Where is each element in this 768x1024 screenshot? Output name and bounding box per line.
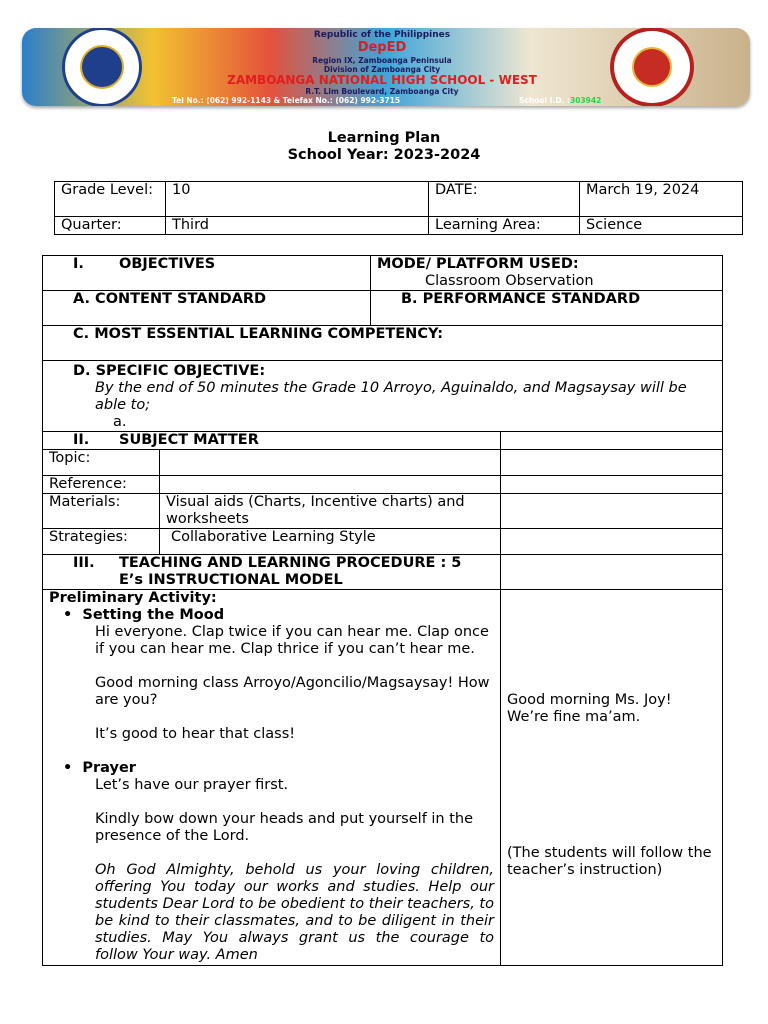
subject-matter-row — [43, 432, 723, 450]
standards-row — [43, 291, 723, 326]
prayer-item: • Prayer — [63, 760, 136, 776]
specific-objective-item: a. — [113, 414, 127, 430]
prayer-label: Prayer — [82, 760, 136, 776]
date-label: DATE: — [429, 182, 580, 217]
procedure-heading — [49, 555, 494, 589]
melc-row — [43, 326, 723, 361]
setting-mood-label: Setting the Mood — [82, 607, 225, 623]
materials-value: Visual aids (Charts, Incentive charts) and worksheets — [160, 494, 501, 529]
mood-text: Hi everyone. Clap twice if you can hear me. Clap once if you can hear me. Clap thrice if you can’t hear me. — [95, 624, 489, 657]
document-title: Learning Plan — [327, 130, 441, 146]
banner-republic: Republic of the Philippines — [313, 30, 451, 40]
good-to-hear-text: It’s good to hear that class! — [95, 726, 296, 742]
bow-response: (The students will follow the teacher’s instruction) — [507, 845, 712, 878]
prayer-first-text: Let’s have our prayer first. — [95, 777, 289, 793]
school-id-value: 303942 — [570, 96, 602, 105]
info-table — [54, 181, 743, 235]
info-row-quarter — [55, 217, 743, 235]
banner-region: Region IX, Zamboanga Peninsula — [312, 56, 452, 65]
greeting-response: Good morning Ms. Joy! We’re fine ma’am. — [507, 692, 672, 725]
topic-label: Topic: — [43, 450, 160, 476]
date-value: March 19, 2024 — [580, 182, 743, 217]
specific-objective-heading: D. SPECIFIC OBJECTIVE: — [73, 363, 266, 379]
reference-row — [43, 476, 723, 494]
subject-matter-number: II. — [73, 432, 90, 448]
learning-plan-table — [42, 255, 723, 966]
specific-objective-text: By the end of 50 minutes the Grade 10 Arroyo, Aguinaldo, and Magsaysay will be able to; — [95, 380, 687, 413]
melc-heading: C. MOST ESSENTIAL LEARNING COMPETENCY: — [73, 326, 443, 342]
greeting-text: Good morning class Arroyo/Agoncilio/Magsaysay! How are you? — [95, 675, 490, 708]
objectives-label: OBJECTIVES — [119, 256, 216, 272]
content-standard: A. CONTENT STANDARD — [73, 291, 267, 307]
grade-label: Grade Level: — [55, 182, 166, 217]
banner-school-id — [519, 96, 609, 105]
banner-address: R.T. Lim Boulevard, Zamboanga City — [305, 87, 459, 96]
procedure-label: TEACHING AND LEARNING PROCEDURE : 5 E’s INSTRUCTIONAL MODEL — [119, 555, 462, 588]
banner-school-name: ZAMBOANGA NATIONAL HIGH SCHOOL - WEST — [227, 73, 537, 87]
school-id-label: School I.D. : — [519, 96, 570, 105]
reference-value — [160, 476, 501, 494]
mode-value: Classroom Observation — [425, 273, 594, 289]
procedure-number: III. — [73, 555, 95, 571]
banner-deped: DepED — [357, 40, 407, 55]
learning-area-value: Science — [580, 217, 743, 235]
strategies-label: Strategies: — [43, 529, 160, 555]
school-year: School Year: 2023-2024 — [287, 147, 481, 163]
prayer-text: Oh God Almighty, behold us your loving children, offering You today our works and studies. Help our students Dear Lord to be obedient to their teachers, to be kind to their classmates, and to be diligent in their studies. May You always grant us the courage to follow Your way. Amen — [95, 862, 494, 963]
mode-label: MODE/ PLATFORM USED: — [377, 256, 579, 272]
procedure-row — [43, 555, 723, 590]
objectives-number: I. — [73, 256, 84, 272]
materials-label: Materials: — [43, 494, 160, 529]
objectives-row — [43, 256, 723, 291]
quarter-label: Quarter: — [55, 217, 166, 235]
performance-standard: B. PERFORMANCE STANDARD — [401, 291, 641, 307]
setting-mood-item: • Setting the Mood — [63, 607, 225, 623]
banner-division: Division of Zamboanga City — [323, 65, 441, 74]
banner-contact: Tel No.: (062) 992-1143 & Telefax No.: (062) 992-3715 — [172, 96, 401, 105]
activity-row — [43, 590, 723, 966]
topic-row — [43, 450, 723, 476]
specific-objective-row — [43, 361, 723, 432]
learning-area-label: Learning Area: — [429, 217, 580, 235]
preliminary-heading: Preliminary Activity: — [49, 590, 217, 606]
subject-matter-label: SUBJECT MATTER — [119, 432, 259, 448]
objectives-heading — [49, 256, 364, 273]
subject-matter-heading — [49, 432, 494, 449]
school-header-banner — [22, 28, 750, 106]
strategies-row — [43, 529, 723, 555]
materials-row — [43, 494, 723, 529]
bow-heads-text: Kindly bow down your heads and put yourself in the presence of the Lord. — [95, 811, 474, 844]
topic-value — [160, 450, 501, 476]
reference-label: Reference: — [43, 476, 160, 494]
grade-value: 10 — [166, 182, 429, 217]
info-row-grade — [55, 182, 743, 217]
strategies-value: Collaborative Learning Style — [160, 529, 501, 555]
deped-seal-logo — [62, 28, 142, 106]
school-seal-logo — [610, 28, 694, 106]
quarter-value: Third — [166, 217, 429, 235]
